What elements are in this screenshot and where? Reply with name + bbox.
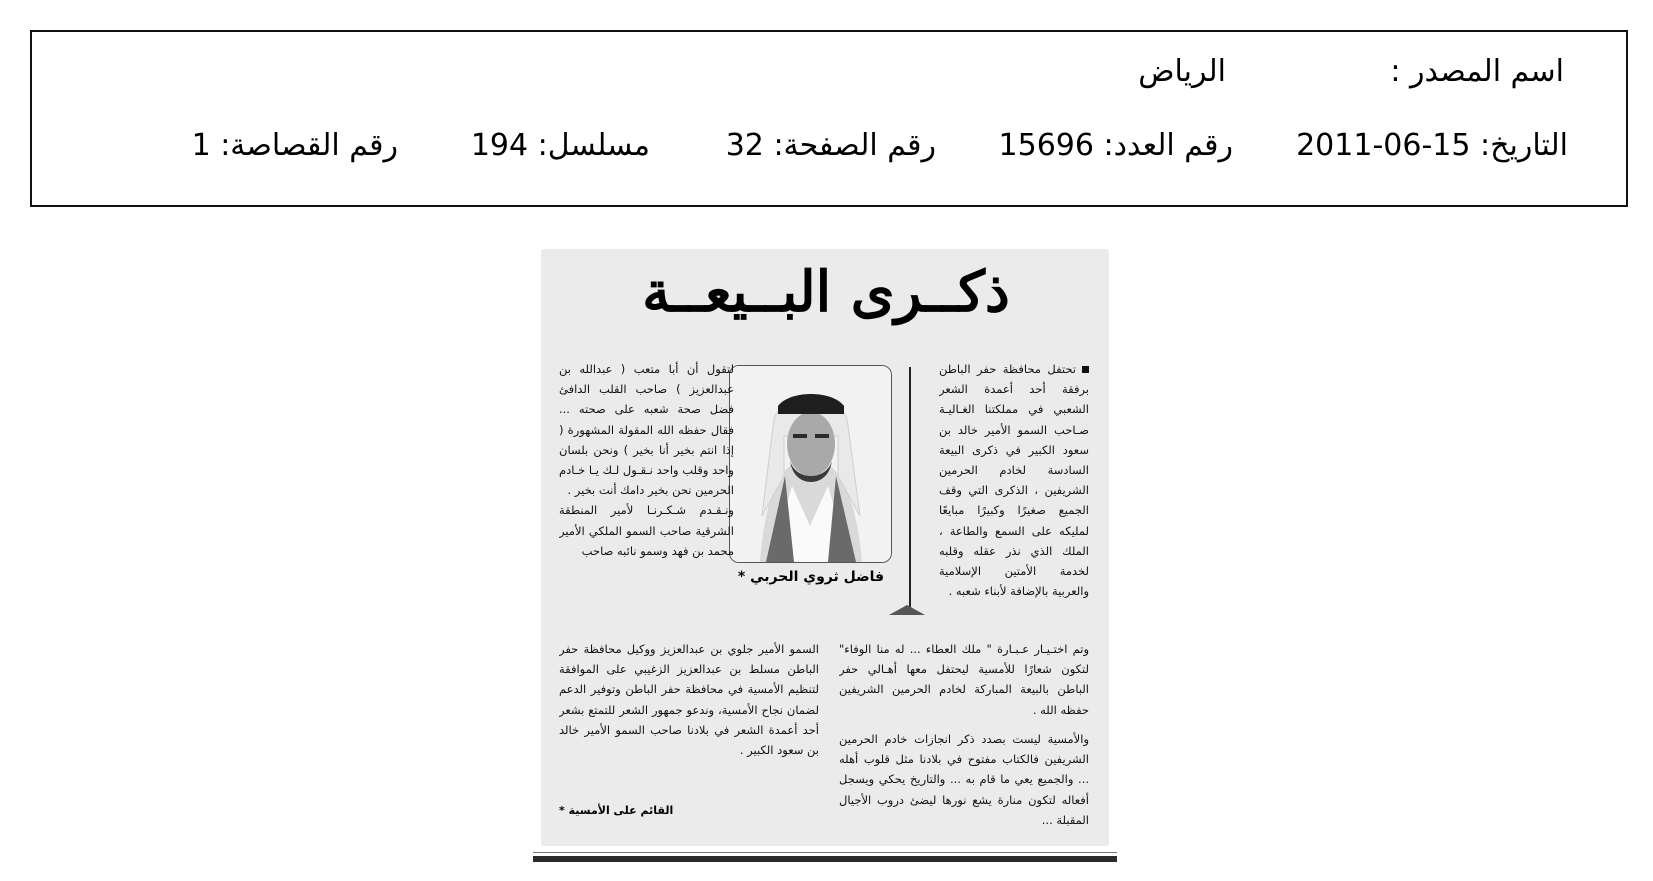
article-headline: ذكــرى البــيعــة — [642, 259, 1010, 325]
bottom-right-text-1: وتم اختـيـار عـبـارة " ملك العطاء ... له منا الوفاء" لتكون شعارًا للأمسية ليحتفل معها أهـالي حفر الباطن بالبيعة المباركة لخادم الحرمين الشريفين حفظه الله . — [839, 642, 1089, 717]
bottom-right-text-2: والأمسية ليست بصدد ذكر انجازات خادم الحرمين الشريفين فالكتاب مفتوح في بلادنا مثل قلوب أهله ... والجميع يعي ما قام به ... والتاريخ يحكي ويسجل أفعاله لتكون منارة يشع نورها ليضئ دروب الأجيال المقبلة ... — [839, 732, 1089, 827]
article-column-left — [559, 359, 734, 634]
clipping-rule-thick — [533, 856, 1117, 862]
source-value: الرياض — [1138, 54, 1226, 89]
article-bottom-right-2 — [839, 729, 1089, 837]
photo-caption: فاضل ثروي الحربي * — [737, 569, 885, 585]
article-byline: * القائم على الأمسية — [559, 804, 674, 817]
source-info-box — [30, 30, 1628, 207]
author-photo — [729, 365, 892, 563]
page-number-field: رقم الصفحة: 32 — [725, 128, 936, 163]
clip-number-field: رقم القصاصة: 1 — [191, 128, 398, 163]
column-left-text-1: لتقول أن أبا متعب ( عبدالله بن عبدالعزيز ) صاحب القلب الدافئ فضل صحة شعبه على صحته ... فقال حفظه الله المقولة المشهورة ( إذا انتم بخير أنا بخير ) ونحن بلسان واحد وقلب واحد نـقـول لـك يـا خـادم الحرمين نحن بخير دامك أنت بخير . — [559, 362, 734, 498]
bullet-square-icon — [1082, 366, 1089, 373]
issue-number-field: رقم العدد: 15696 — [998, 128, 1233, 163]
clipping-rule-thin — [533, 852, 1117, 853]
author-portrait-icon — [730, 366, 891, 562]
source-label: اسم المصدر : — [1390, 54, 1564, 89]
column-divider — [909, 367, 911, 607]
article-bottom-left — [559, 639, 819, 787]
column-left-text-2: ونـقـدم شـكـرنـا لأمير المنطقة الشرقية صاحب السمو الملكي الأمير محمد بن فهد وسمو نائبه صاحب — [559, 503, 734, 558]
caption-pointer-icon — [889, 605, 925, 615]
date-field: التاريخ: 15-06-2011 — [1296, 128, 1568, 163]
bottom-left-text: السمو الأمير جلوي بن عبدالعزيز ووكيل محافظة حفر الباطن مسلط بن عبدالعزيز الزغيبي على الموافقة لتنظيم الأمسية في محافظة حفر الباطن وتوفير الدعم لضمان نجاح الأمسية، وندعو جمهور الشعر للتمتع بشعر أحد أعمدة الشعر في بلادنا صاحب السمو الأمير خالد بن سعود الكبير . — [559, 642, 819, 758]
column-right-text: تحتفل محافظة حفر الباطن برفقة أحد أعمدة الشعر الشعبي في مملكتنا الغـاليـة صـاحب السمو الأمير خالد بن سعود الكبير في ذكرى البيعة السادسة لخادم الحرمين الشريفين ، الذكرى التي وقف الجميع صغيرًا وكبيرًا مبايعًا لمليكه على السمع والطاعة ، الملك الذي نذر عقله وقلبه لخدمة الأمتين الإسلامية والعربية بالإضافة لأبناء شعبه . — [939, 362, 1089, 599]
serial-field: مسلسل: 194 — [470, 128, 650, 163]
newspaper-clipping — [541, 249, 1109, 846]
